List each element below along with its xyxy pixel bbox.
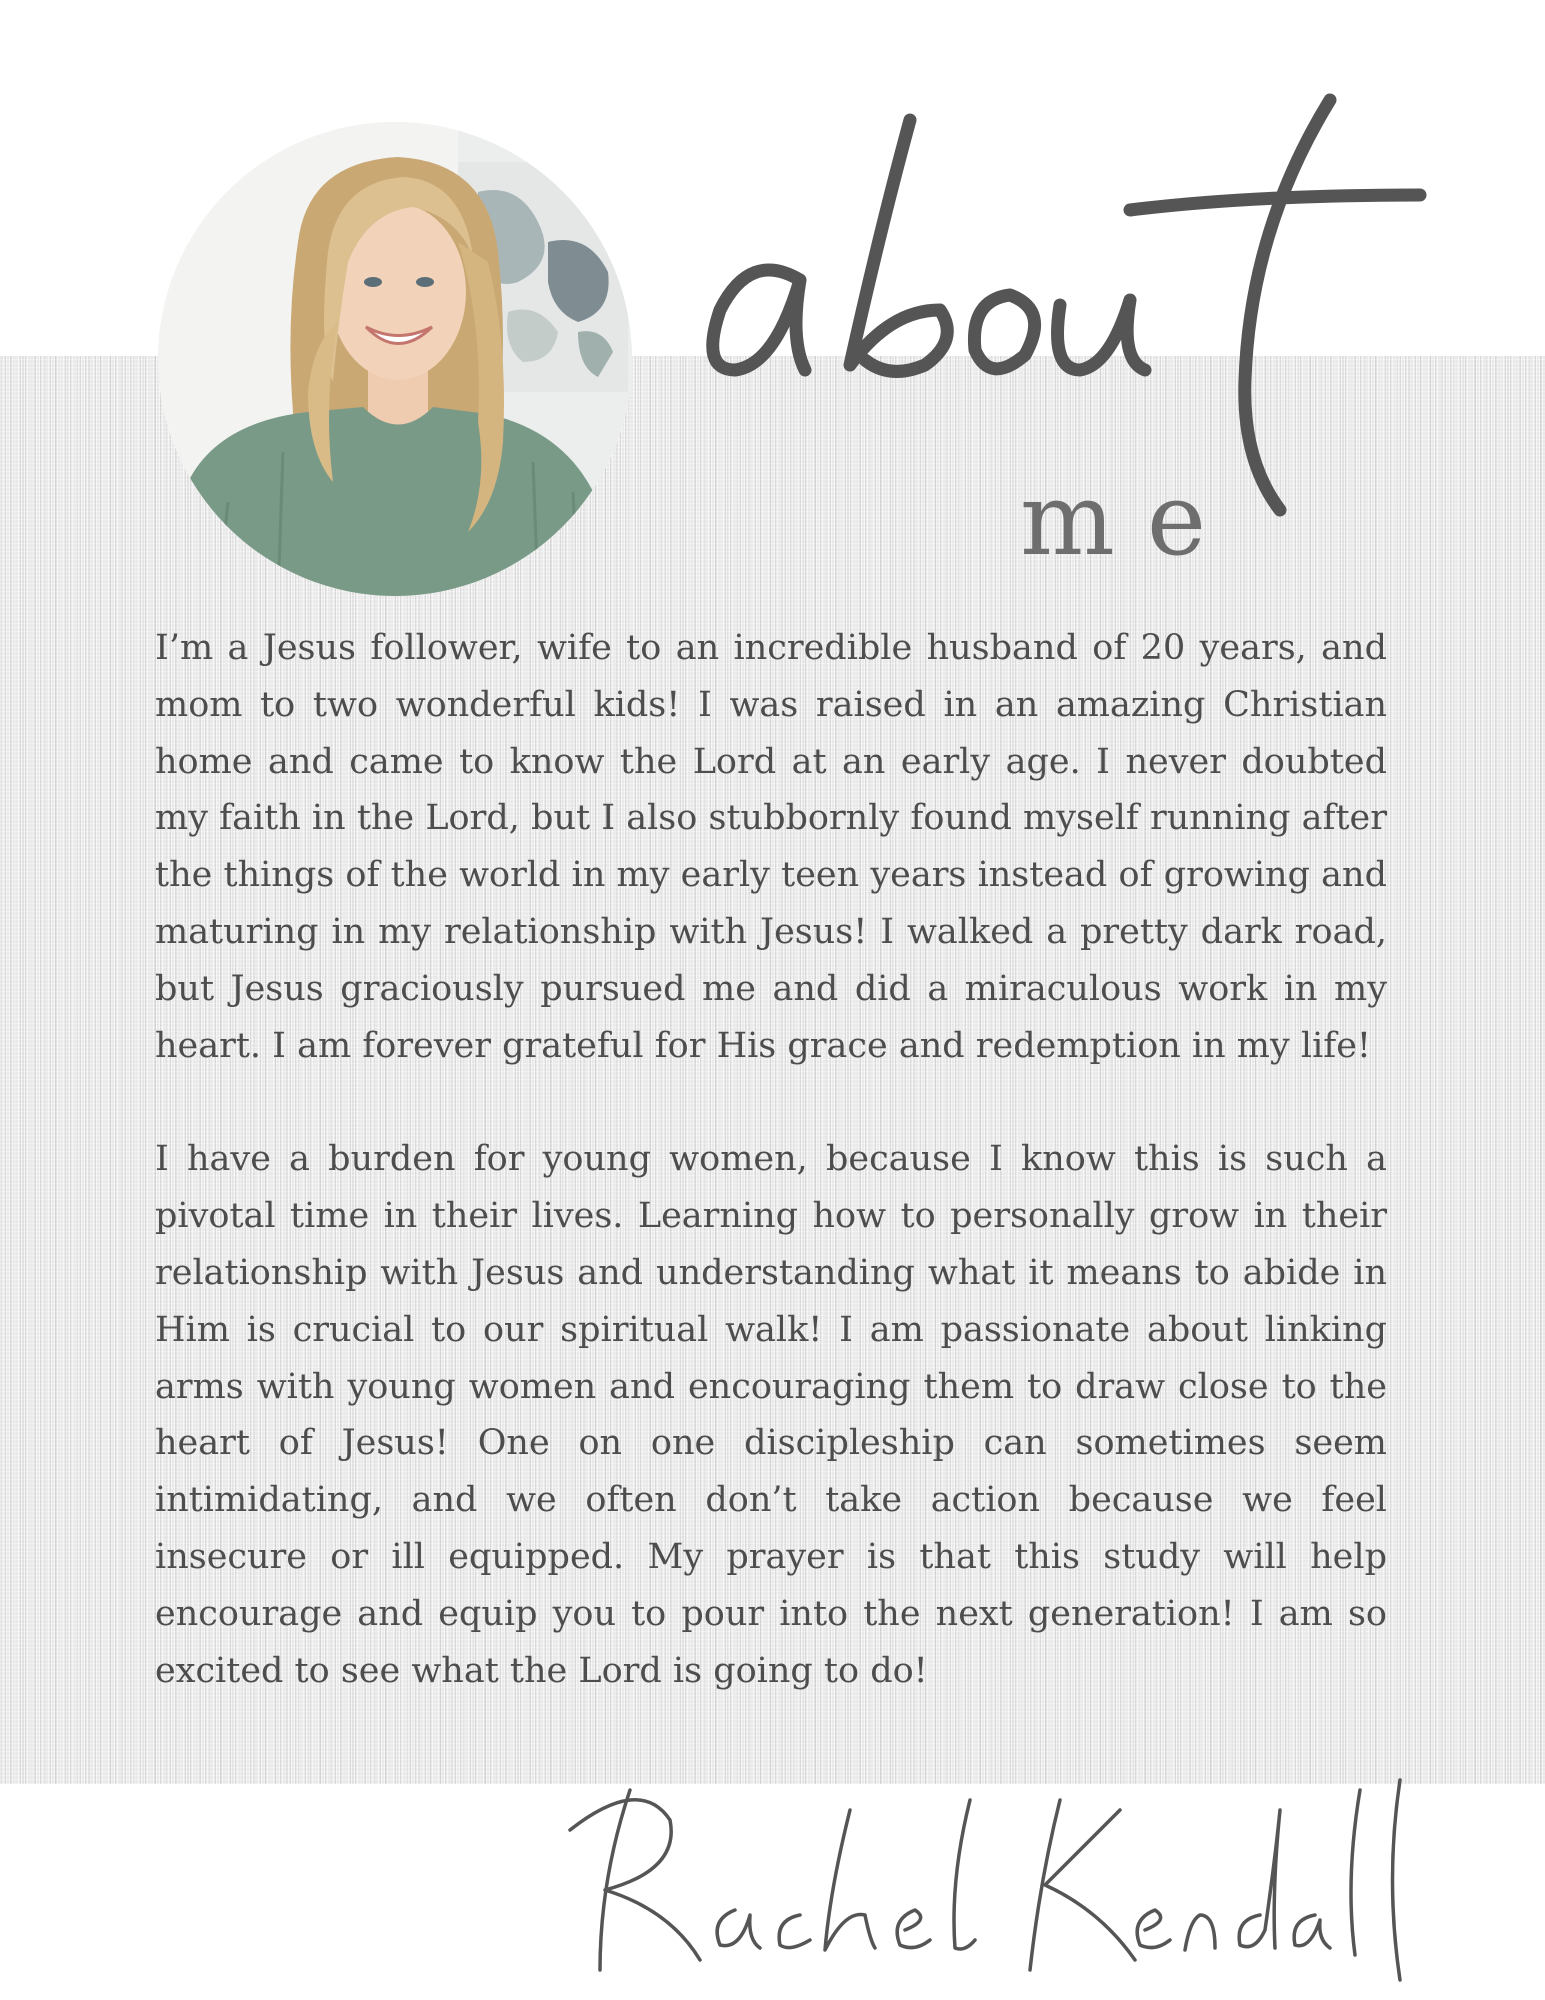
portrait-photo [158, 122, 632, 596]
about-body-text [155, 620, 1387, 1699]
body-paragraph-1: I’m a Jesus follower, wife to an incredible husband of 20 years, and mom to two wonderful kids! I was raised in an amazing Christian home and came to know the Lord at an early age. I never doubted my faith in the Lord, but I also stubbornly found myself running after the things of the world in my early teen years instead of growing and maturing in my relationship with Jesus! I walked a pretty dark road, but Jesus graciously pursued me and did a miraculous work in my heart. I am forever grateful for His grace and redemption in my life! [155, 628, 1387, 1066]
signature-rachel-kendall [560, 1770, 1440, 1990]
heading-me: me [1020, 461, 1239, 578]
author-portrait [158, 122, 632, 596]
signature-script-lettering [560, 1770, 1440, 1990]
body-paragraph-2: I have a burden for young women, because I know this is such a pivotal time in their lives. Learning how to personally grow in their relationship with Jesus and understanding what it means to abide in Him is crucial to our spiritual walk! I am passionate about linking arms with young women and encouraging them to draw close to the heart of Jesus! One on one discipleship can sometimes seem intimidating, and we often don’t take action because we feel insecure or ill equipped. My prayer is that this study will help encourage and equip you to pour into the next generation! I am so excited to see what the Lord is going to do! [155, 1139, 1387, 1691]
